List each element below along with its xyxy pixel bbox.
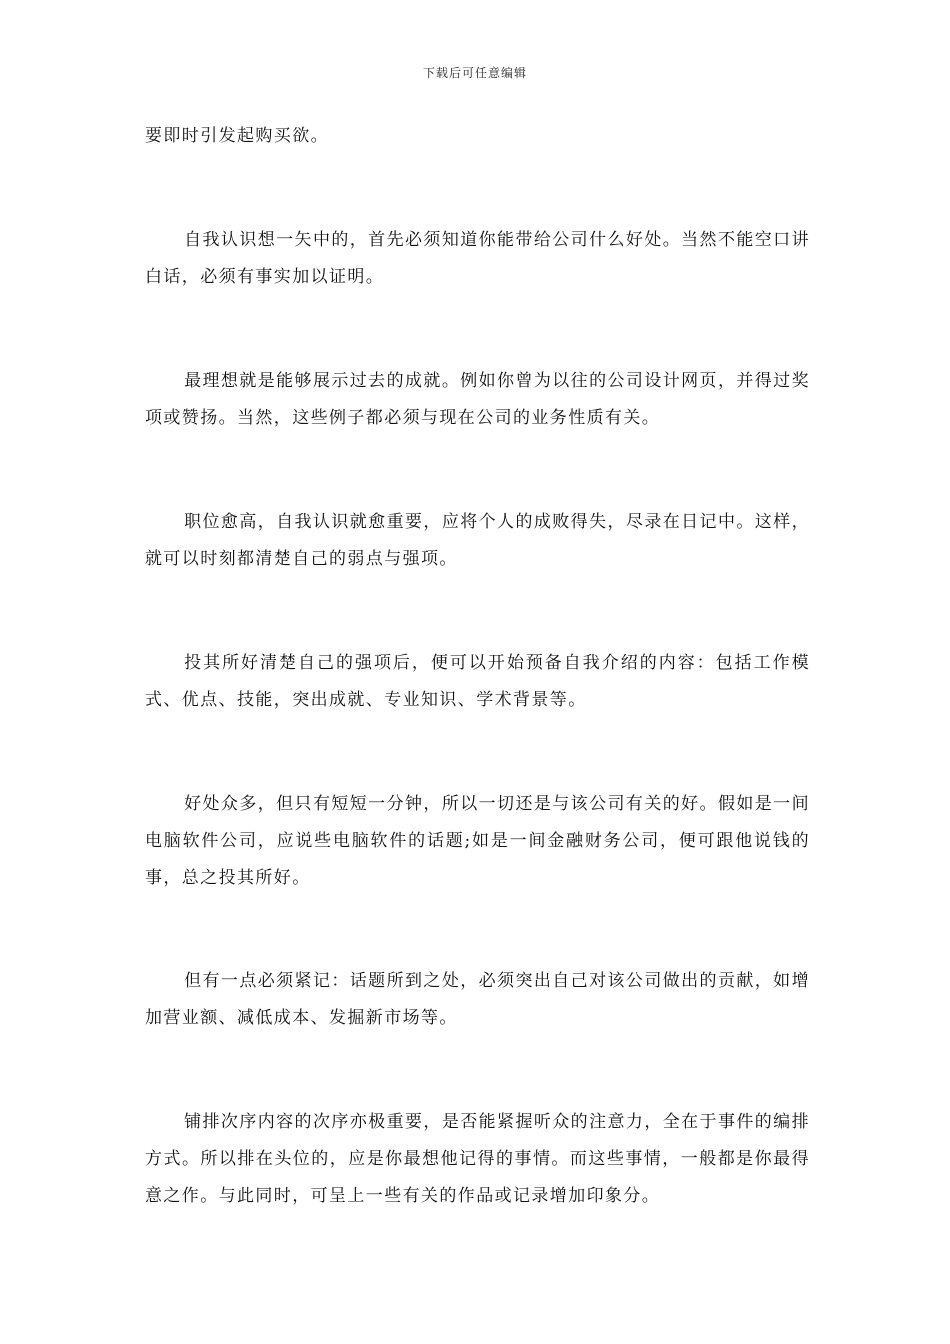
paragraph-5: 投其所好清楚自己的强项后，便可以开始预备自我介绍的内容：包括工作模式、优点、技能，突出成就、专业知识、学术背景等。 (145, 653, 810, 710)
paragraph-4: 职位愈高，自我认识就愈重要，应将个人的成败得失，尽录在日记中。这样，就可以时刻都清楚自己的弱点与强项。 (145, 512, 810, 569)
page-header: 下载后可任意编辑 (422, 66, 527, 80)
paragraph-8: 铺排次序内容的次序亦极重要，是否能紧握听众的注意力，全在于事件的编排方式。所以排在头位的，应是你最想他记得的事情。而这些事情，一般都是你最得意之作。与此同时，可呈上一些有关的作品或记录增加印象分。 (145, 1112, 810, 1206)
paragraph-1: 要即时引发起购买欲。 (145, 126, 329, 146)
paragraph-2: 自我认识想一矢中的，首先必须知道你能带给公司什么好处。当然不能空口讲白话，必须有事实加以证明。 (145, 230, 810, 287)
paragraph-7: 但有一点必须紧记：话题所到之处，必须突出自己对该公司做出的贡献，如增加营业额、减低成本、发掘新市场等。 (145, 971, 810, 1028)
paragraph-6: 好处众多，但只有短短一分钟，所以一切还是与该公司有关的好。假如是一间电脑软件公司，应说些电脑软件的话题;如是一间金融财务公司，便可跟他说钱的事，总之投其所好。 (145, 794, 810, 888)
paragraph-3: 最理想就是能够展示过去的成就。例如你曾为以往的公司设计网页，并得过奖项或赞扬。当然，这些例子都必须与现在公司的业务性质有关。 (145, 371, 810, 428)
